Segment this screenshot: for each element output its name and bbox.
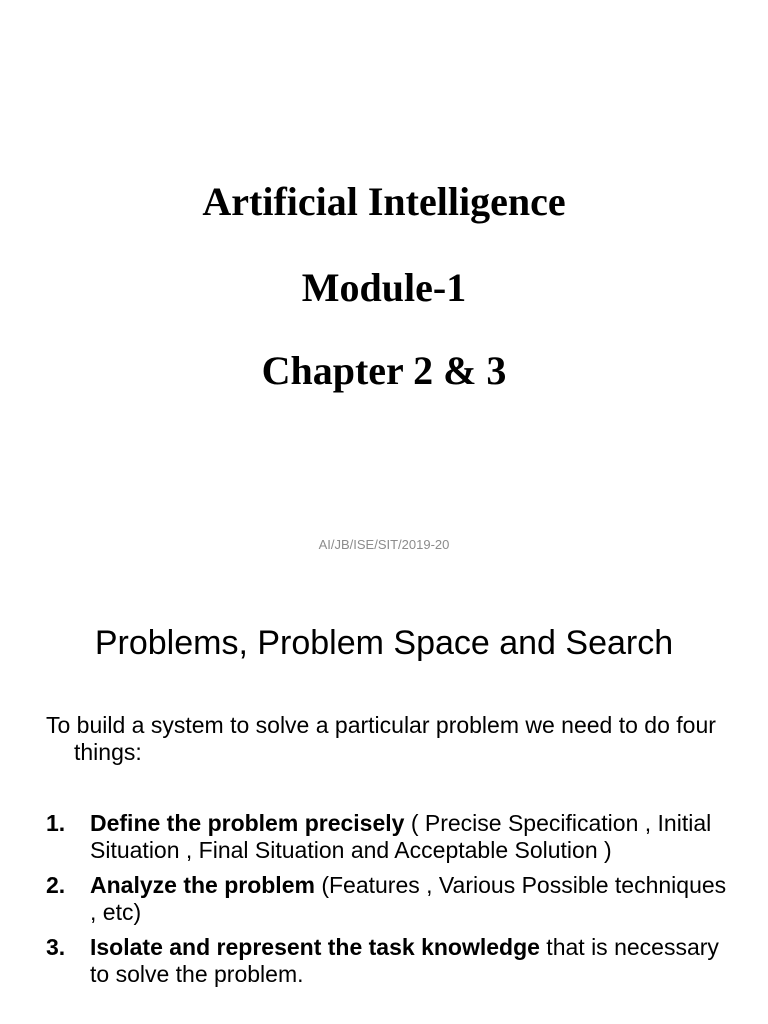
slide-title-line-3: Chapter 2 & 3 — [261, 348, 507, 393]
step-number: 1. — [46, 810, 66, 836]
list-item — [46, 810, 736, 864]
step-detail: (Features , Various Possible techniques , etc) — [90, 872, 727, 925]
step-heading: Define the problem precisely — [90, 810, 405, 836]
step-number: 2. — [46, 872, 66, 898]
step-detail: ( Precise Specification , Initial Situation , Final Situation and Acceptable Solution ) — [90, 810, 712, 863]
step-heading: Analyze the problem — [90, 872, 315, 898]
list-item — [46, 934, 736, 988]
slide-title-line-2: Module-1 — [301, 265, 467, 310]
intro-paragraph: To build a system to solve a particular problem we need to do four things: — [46, 712, 716, 765]
step-heading: Isolate and represent the task knowledge — [90, 934, 540, 960]
step-number: 3. — [46, 934, 66, 960]
list-item — [46, 872, 736, 926]
content-slide-title: Problems, Problem Space and Search — [94, 624, 674, 662]
steps-list — [46, 810, 736, 996]
content-slide — [0, 576, 768, 1024]
slide-title-line-1: Artificial Intelligence — [202, 179, 566, 224]
step-detail: that is necessary to solve the problem. — [90, 934, 719, 987]
slide-footer: AI/JB/ISE/SIT/2019-20 — [318, 537, 450, 552]
